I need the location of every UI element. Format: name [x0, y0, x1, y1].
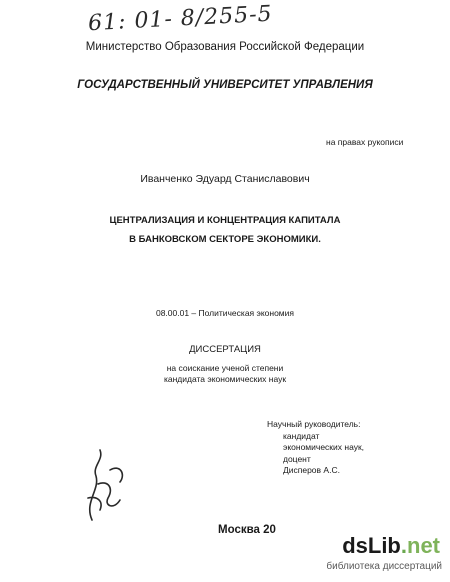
supervisor-line-1: кандидат [283, 430, 320, 441]
supervisor-line-4: Дисперов А.С. [283, 465, 340, 475]
supervisor-block [267, 419, 364, 477]
degree-line-1: на соискание ученой степени [166, 363, 284, 373]
handwritten-catalog-number: 61: 01- 8/255-5 [87, 1, 274, 37]
specialty-code: 08.00.01 – Политическая экономия [155, 308, 295, 318]
degree-line-2: кандидата экономических наук [163, 374, 287, 384]
supervisor-label: Научный руководитель: [267, 419, 361, 429]
dslib-logo-name: dsLib [342, 533, 401, 558]
supervisor-line-3: доцент [283, 453, 311, 464]
title-line-1: ЦЕНТРАЛИЗАЦИЯ И КОНЦЕНТРАЦИЯ КАПИТАЛА [109, 215, 341, 226]
dslib-tagline: библиотека диссертаций [326, 561, 442, 572]
work-type: ДИССЕРТАЦИЯ [189, 344, 261, 355]
university-heading: ГОСУДАРСТВЕННЫЙ УНИВЕРСИТЕТ УПРАВЛЕНИЯ [77, 79, 373, 91]
dslib-logo [342, 533, 440, 559]
supervisor-line-2: экономических наук, [283, 442, 365, 452]
dslib-watermark [326, 533, 450, 582]
author-name: Иванченко Эдуард Станиславович [140, 173, 310, 185]
title-line-2: В БАНКОВСКОМ СЕКТОРЕ ЭКОНОМИКИ. [129, 234, 321, 245]
manuscript-rights-note: на правах рукописи [326, 137, 404, 147]
city-year: Москва 20 [218, 524, 276, 536]
dslib-logo-dot: . [400, 533, 407, 558]
handwritten-signature [70, 440, 140, 530]
ministry-heading: Министерство Образования Российской Федерации [85, 41, 365, 53]
dslib-logo-tld: net [407, 533, 440, 558]
